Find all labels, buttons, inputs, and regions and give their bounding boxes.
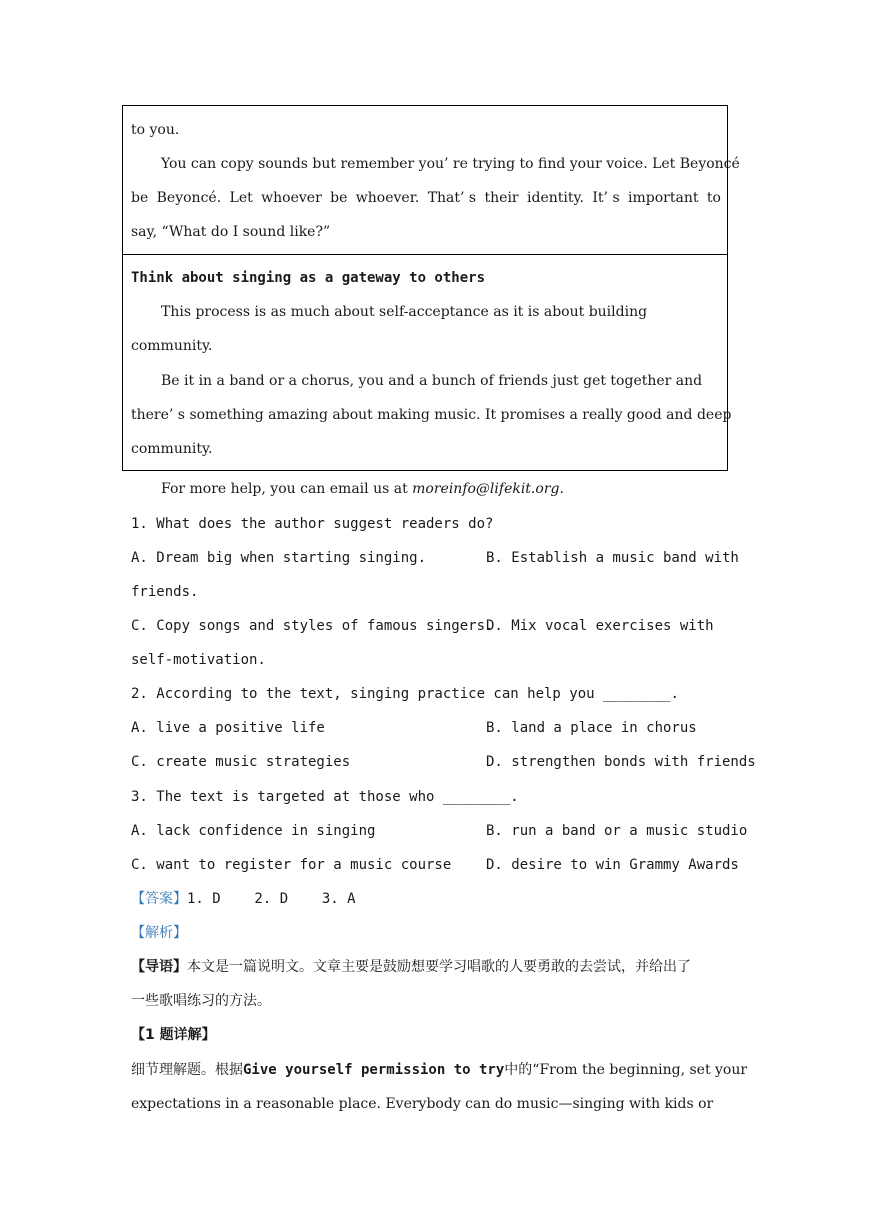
answer-text: 1. D 2. D 3. A <box>187 891 356 907</box>
word: That’ s <box>427 190 477 206</box>
q1-option-b-cont: friends. <box>131 584 199 600</box>
answer-tag: 【答案】 <box>131 891 187 907</box>
q3-option-d: D. desire to win Grammy Awards <box>486 857 739 873</box>
detail1-line2: expectations in a reasonable place. Everybody can do music—singing with kids or <box>131 1096 714 1112</box>
passage-box-section <box>122 254 732 471</box>
detail1-tag: 【1 题详解】 <box>131 1027 216 1043</box>
passage-box-top <box>122 105 740 255</box>
q2-option-c: C. create music strategies <box>131 754 351 770</box>
q1-option-a: A. Dream big when starting singing. <box>131 550 427 566</box>
q1-option-d-cont: self-motivation. <box>131 652 266 668</box>
q1-option-d: D. Mix vocal exercises with <box>486 618 714 634</box>
word: whoever <box>261 190 322 206</box>
detail1-mid: 中的“From the beginning, set your <box>504 1062 748 1078</box>
guide-line1 <box>131 958 691 976</box>
detail1-pre: 细节理解题。根据 <box>131 1062 243 1078</box>
word: their <box>484 190 519 206</box>
q1-option-c: C. Copy songs and styles of famous singers. <box>131 618 494 634</box>
box2-p2-line3: community. <box>131 441 213 457</box>
box2-p2-line1: Be it in a band or a chorus, you and a bunch of friends just get together and <box>161 373 703 389</box>
box2-p2-line2: there’ s something amazing about making music. It promises a really good and deep <box>131 407 732 423</box>
help-text: For more help, you can email us at <box>161 481 413 497</box>
detail1-bold: Give yourself permission to try <box>243 1062 505 1078</box>
detail1-line1 <box>131 1061 747 1079</box>
help-email[interactable]: moreinfo@lifekit.org <box>412 481 560 497</box>
box1-line2: You can copy sounds but remember you’ re trying to find your voice. Let Beyoncé <box>161 156 740 172</box>
question-1-stem: 1. What does the author suggest readers do? <box>131 516 494 532</box>
q1-option-b: B. Establish a music band with <box>486 550 739 566</box>
help-end: . <box>559 481 564 497</box>
analysis-tag: 【解析】 <box>131 925 187 941</box>
guide-line2: 一些歌唱练习的方法。 <box>131 993 271 1009</box>
question-2-stem: 2. According to the text, singing practice can help you ________. <box>131 686 679 702</box>
help-line <box>161 480 564 498</box>
section-heading: Think about singing as a gateway to others <box>131 270 486 286</box>
word: to <box>706 190 721 206</box>
word: Let <box>229 190 253 206</box>
word: whoever. <box>355 190 420 206</box>
word: be <box>330 190 348 206</box>
word: Beyoncé. <box>156 190 222 206</box>
box1-line4: say, “What do I sound like?” <box>131 224 331 240</box>
box2-p1-line2: community. <box>131 338 213 354</box>
q3-option-c: C. want to register for a music course <box>131 857 452 873</box>
q2-option-a: A. live a positive life <box>131 720 325 736</box>
answer-line <box>131 890 356 908</box>
q2-option-d: D. strengthen bonds with friends <box>486 754 756 770</box>
q2-option-b: B. land a place in chorus <box>486 720 697 736</box>
word: important <box>628 190 699 206</box>
box1-line3 <box>131 189 721 207</box>
word: It’ s <box>592 190 620 206</box>
box1-line1: to you. <box>131 122 180 138</box>
q3-option-b: B. run a band or a music studio <box>486 823 748 839</box>
guide-tag: 【导语】 <box>131 959 187 975</box>
word: identity. <box>527 190 584 206</box>
question-3-stem: 3. The text is targeted at those who ________. <box>131 789 519 805</box>
word: be <box>131 190 149 206</box>
q3-option-a: A. lack confidence in singing <box>131 823 376 839</box>
box2-p1-line1: This process is as much about self-acceptance as it is about building <box>161 304 648 320</box>
guide-text: 本文是一篇说明文。文章主要是鼓励想要学习唱歌的人要勇敢的去尝试，并给出了 <box>187 959 691 975</box>
